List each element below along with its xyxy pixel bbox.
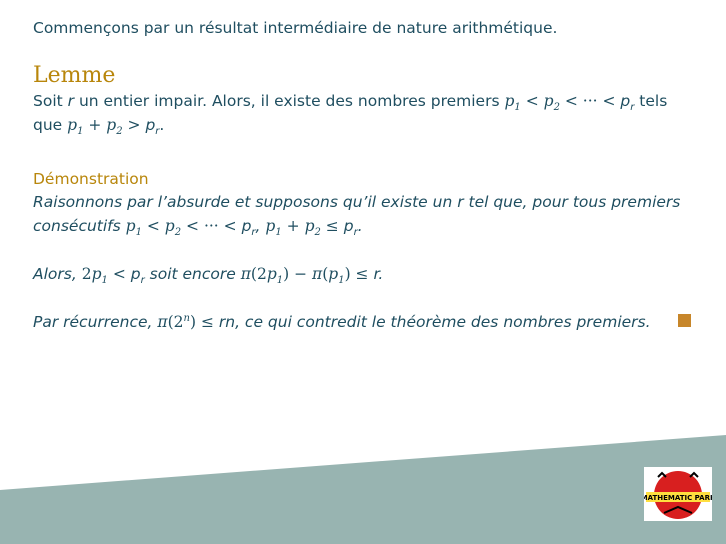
mathematic-park-logo <box>644 467 712 521</box>
demonstration-title: Démonstration <box>33 170 149 188</box>
demo-line-1: Raisonnons par l’absurde et supposons qu’il existe un r tel que, pour tous premiers <box>33 193 681 211</box>
intro-text: Commençons par un résultat intermédiaire de nature arithmétique. <box>33 19 558 37</box>
lemma-title: Lemme <box>33 63 116 88</box>
demo-line-3: Alors, $2p_1 < p_r$ soit encore $\pi(2p_1) - \pi(p_1) \le r$. <box>33 265 384 287</box>
lemma-line-2: que $p_1 + p_2 > p_r$. <box>33 116 165 138</box>
svg-text:MATHEMATIC PARK: MATHEMATIC PARK <box>644 494 712 502</box>
demo-line-2: consécutifs $p_1 < p_2$ < ··· < $p_r$, $p_1 + p_2 \le p_r$. <box>33 217 363 239</box>
lemma-line-1: Soit r un entier impair. Alors, il existe des nombres premiers $p_1 < p_2$ < ··· < $p_r$ tels <box>33 92 668 114</box>
demo-line-4: Par récurrence, $\pi(2^n)$ ≤ rn, ce qui contredit le théorème des nombres premiers. <box>33 312 651 331</box>
